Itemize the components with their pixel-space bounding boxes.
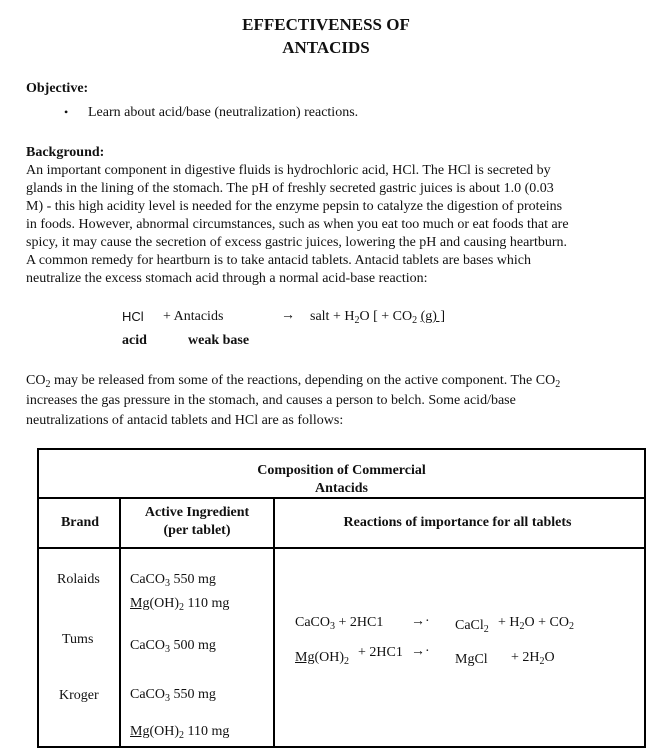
co2-sub: 2 bbox=[45, 379, 51, 390]
ingredient-mg: Mg bbox=[130, 724, 150, 739]
co2-text: CO bbox=[26, 373, 46, 388]
co2-sub-2: 2 bbox=[555, 379, 561, 390]
background-line: in foods. However, abnormal circumstances, such as when you eat too much or eat foods that are bbox=[26, 217, 569, 232]
ingredient-sub: 2 bbox=[179, 730, 184, 741]
reaction-formula: + H bbox=[498, 615, 520, 630]
reaction-sub: 2 bbox=[568, 621, 574, 632]
background-line: neutralize the excess stomach acid through a normal acid-base reaction: bbox=[26, 271, 428, 286]
col-header-ingredient-line-2: (per tablet) bbox=[163, 523, 231, 538]
bullet-dot: • bbox=[64, 105, 69, 119]
ingredient-amount: 110 mg bbox=[184, 724, 230, 739]
reaction-mg: Mg bbox=[295, 650, 315, 665]
col-header-ingredient bbox=[121, 504, 273, 540]
background-line: A common remedy for heartburn is to take antacid tablets. Antacid tablets are bases which bbox=[26, 253, 532, 268]
col-header-brand: Brand bbox=[60, 515, 100, 530]
reaction-formula: O + CO bbox=[524, 615, 569, 630]
reaction-sub: 2 bbox=[519, 621, 525, 632]
reaction-sub: 2 bbox=[344, 656, 349, 667]
table-rule bbox=[37, 547, 646, 549]
document-title bbox=[0, 13, 652, 59]
ingredient-formula: CaCO bbox=[130, 687, 165, 702]
col-header-ingredient-line-1: Active Ingredient bbox=[144, 505, 250, 520]
ingredient-formula: CaCO bbox=[130, 638, 165, 653]
equation-plus-antacids: + Antacids bbox=[163, 309, 224, 324]
reaction-1-products bbox=[498, 615, 574, 631]
ingredient-cell bbox=[130, 638, 216, 654]
reaction-1-reactants bbox=[295, 615, 383, 631]
ingredient-amount: 550 mg bbox=[170, 687, 216, 702]
brand-cell: Kroger bbox=[59, 688, 99, 703]
ingredient-sub: 3 bbox=[165, 644, 170, 655]
brand-cell: Rolaids bbox=[57, 572, 100, 587]
label-weak-base: weak base bbox=[188, 333, 250, 348]
ingredient-sub: 3 bbox=[165, 578, 170, 589]
ingredient-cell bbox=[130, 687, 216, 703]
reaction-2-reactant bbox=[295, 650, 349, 666]
ingredient-oh: (OH) bbox=[149, 596, 179, 611]
background-line: An important component in digestive fluids is hydrochloric acid, HCl. The HCl is secreted by bbox=[26, 163, 551, 178]
ingredient-sub: 3 bbox=[165, 693, 170, 704]
background-line: glands in the lining of the stomach. The pH of freshly secreted gastric juices is about 1.0 (0.03 bbox=[26, 181, 554, 196]
reaction-sub: 2 bbox=[539, 656, 545, 667]
reaction-reagent: + 2HC1 bbox=[338, 615, 384, 630]
eq-h2o-sub: 2 bbox=[354, 315, 360, 326]
reaction-oh: (OH) bbox=[314, 650, 344, 665]
col-header-reactions: Reactions of importance for all tablets bbox=[343, 515, 572, 530]
ingredient-mg: Mg bbox=[130, 596, 150, 611]
ingredient-cell bbox=[130, 724, 229, 740]
reaction-2-product-mgcl: MgCl bbox=[455, 652, 488, 667]
eq-products-mid: O [ + CO bbox=[359, 309, 413, 324]
eq-co2-sub: 2 bbox=[412, 315, 418, 326]
co2-line-1 bbox=[26, 371, 636, 391]
reaction-2-reagent: + 2HC1 bbox=[358, 645, 403, 660]
background-line: spicy, it may cause the secretion of excess gastric juices, lowering the pH and causing heartburn. bbox=[26, 235, 568, 250]
reaction-formula: + 2H bbox=[511, 650, 540, 665]
eq-products-start: salt + H bbox=[310, 309, 355, 324]
background-line: M) - this high acidity level is needed for the enzyme pepsin to catalyze the digestion of proteins bbox=[26, 199, 563, 214]
ingredient-cell bbox=[130, 596, 229, 612]
equation-products bbox=[310, 309, 445, 325]
label-acid: acid bbox=[122, 333, 147, 348]
reaction-formula: O bbox=[544, 650, 555, 665]
reaction-2-products bbox=[511, 650, 555, 666]
objective-bullet-text: Learn about acid/base (neutralization) reactions. bbox=[88, 105, 359, 120]
table-caption bbox=[37, 462, 646, 498]
reaction-sub: 2 bbox=[483, 624, 489, 635]
reaction-1-arrow: →· bbox=[411, 614, 430, 629]
title-line-1: EFFECTIVENESS OF bbox=[242, 15, 410, 34]
reaction-2-arrow: →· bbox=[411, 644, 430, 659]
equation-hcl: HCl bbox=[122, 309, 144, 324]
reaction-sub: 3 bbox=[330, 621, 335, 632]
title-line-2: ANTACIDS bbox=[282, 38, 370, 57]
objective-heading: Objective: bbox=[26, 81, 89, 96]
ingredient-sub: 2 bbox=[179, 602, 184, 613]
background-heading: Background: bbox=[26, 145, 105, 160]
eq-gas: (g) ] bbox=[420, 309, 446, 324]
reaction-formula: CaCO bbox=[295, 615, 330, 630]
co2-line-3: neutralizations of antacid tablets and HCl are as follows: bbox=[26, 413, 344, 428]
ingredient-oh: (OH) bbox=[149, 724, 179, 739]
ingredient-amount: 550 mg bbox=[170, 572, 216, 587]
ingredient-formula: CaCO bbox=[130, 572, 165, 587]
co2-paragraph bbox=[26, 371, 636, 431]
table-col-divider bbox=[273, 497, 275, 748]
table-caption-line-1: Composition of Commercial bbox=[257, 463, 426, 478]
ingredient-amount: 500 mg bbox=[170, 638, 216, 653]
equation-arrow: → bbox=[281, 308, 295, 323]
background-paragraph bbox=[26, 162, 626, 288]
reaction-formula: CaCl bbox=[455, 618, 484, 633]
co2-line-2: increases the gas pressure in the stomach, and causes a person to belch. Some acid/base bbox=[26, 393, 516, 408]
table-caption-line-2: Antacids bbox=[315, 481, 368, 496]
reaction-1-product-cacl2 bbox=[455, 618, 489, 634]
brand-cell: Tums bbox=[62, 632, 94, 647]
co2-text-rest: may be released from some of the reactions, depending on the active component. The CO bbox=[50, 373, 556, 388]
ingredient-cell bbox=[130, 572, 216, 588]
ingredient-amount: 110 mg bbox=[184, 596, 230, 611]
